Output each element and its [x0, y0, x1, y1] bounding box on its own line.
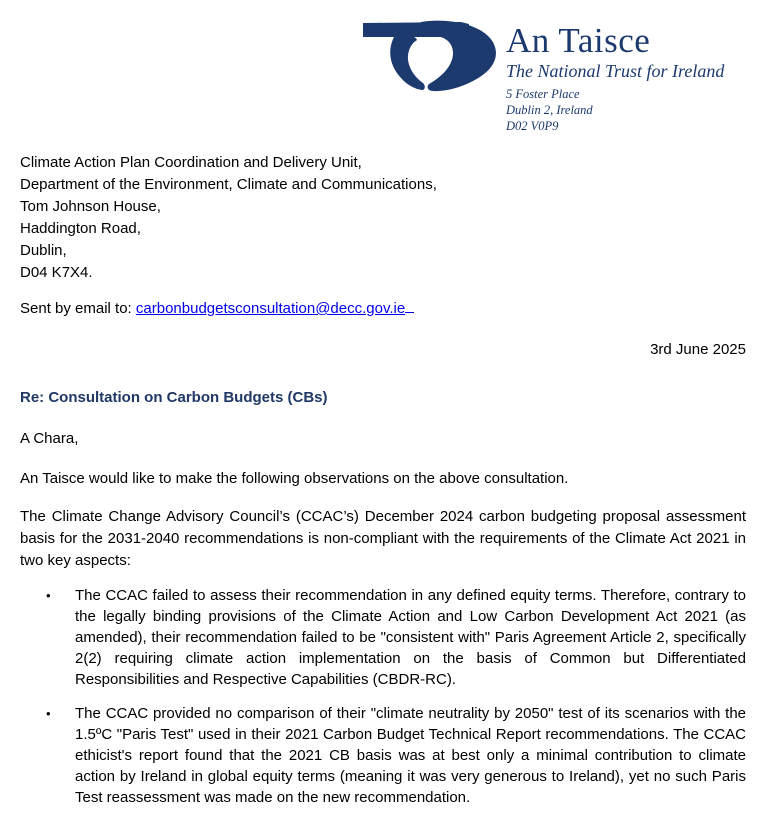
recipient-line: Haddington Road,	[20, 220, 141, 237]
intro-paragraph: An Taisce would like to make the following observations on the above consultation.	[20, 470, 569, 487]
bullet-text: The CCAC provided no comparison of their "climate neutrality by 2050" test of its scenarios with the 1.5ºC "Paris Test" used in their 2021 Carbon Budget Technical Report recommendations. The CCAC ethicist's report found that the 2021 CB basis was at best only a minimal contribution to climate action by Ireland in global equity terms (meaning it was very generous to Ireland), yet no such Paris Test reassessment was made on the new recommendation.	[75, 705, 746, 806]
bullet-list	[20, 585, 746, 808]
bullet-text: The CCAC failed to assess their recommendation in any defined equity terms. Therefore, contrary to the legally binding provisions of the Climate Action and Low Carbon Development Act 2021 (as amended), their recommendation failed to be "consistent with" Paris Agreement Article 2, specifically 2(2) requiring climate action implementation on the basis of Common but Differentiated Responsibilities and Respective Capabilities (CBDR-RC).	[75, 587, 746, 688]
subject-line: Re: Consultation on Carbon Budgets (CBs)	[20, 389, 328, 406]
bullet-marker: •	[46, 706, 51, 721]
salutation: A Chara,	[20, 430, 79, 447]
list-item	[20, 703, 746, 808]
recipient-line: Dublin,	[20, 242, 67, 259]
recipient-line: Climate Action Plan Coordination and Delivery Unit,	[20, 154, 362, 171]
brand-address-line: 5 Foster Place	[506, 87, 580, 101]
list-item	[20, 585, 746, 690]
brand-tagline: The National Trust for Ireland	[506, 61, 725, 81]
email-link[interactable]: carbonbudgetsconsultation@decc.gov.ie	[135, 300, 406, 317]
email-prefix: Sent by email to:	[20, 300, 136, 317]
an-taisce-logo-icon	[363, 18, 497, 94]
recipient-line: Tom Johnson House,	[20, 198, 161, 215]
letter-body	[0, 152, 766, 808]
brand-block	[506, 22, 756, 134]
letter-date: 3rd June 2025	[650, 341, 746, 358]
email-link-trailing-underline	[405, 298, 414, 313]
brand-name: An Taisce	[506, 21, 651, 60]
recipient-line: D04 K7X4.	[20, 264, 93, 281]
sent-by-email-line	[20, 298, 746, 320]
main-paragraph: The Climate Change Advisory Council’s (CCAC’s) December 2024 carbon budgeting proposal assessment basis for the 2031-2040 recommendations is non-compliant with the requirements of the Climate Act 2021 in two key aspects:	[20, 508, 746, 569]
bullet-marker: •	[46, 588, 51, 603]
recipient-line: Department of the Environment, Climate and Communications,	[20, 176, 437, 193]
letterhead	[0, 0, 766, 146]
recipient-address	[20, 152, 746, 284]
brand-address	[506, 86, 756, 134]
brand-address-line: D02 V0P9	[506, 119, 559, 133]
brand-address-line: Dublin 2, Ireland	[506, 103, 593, 117]
